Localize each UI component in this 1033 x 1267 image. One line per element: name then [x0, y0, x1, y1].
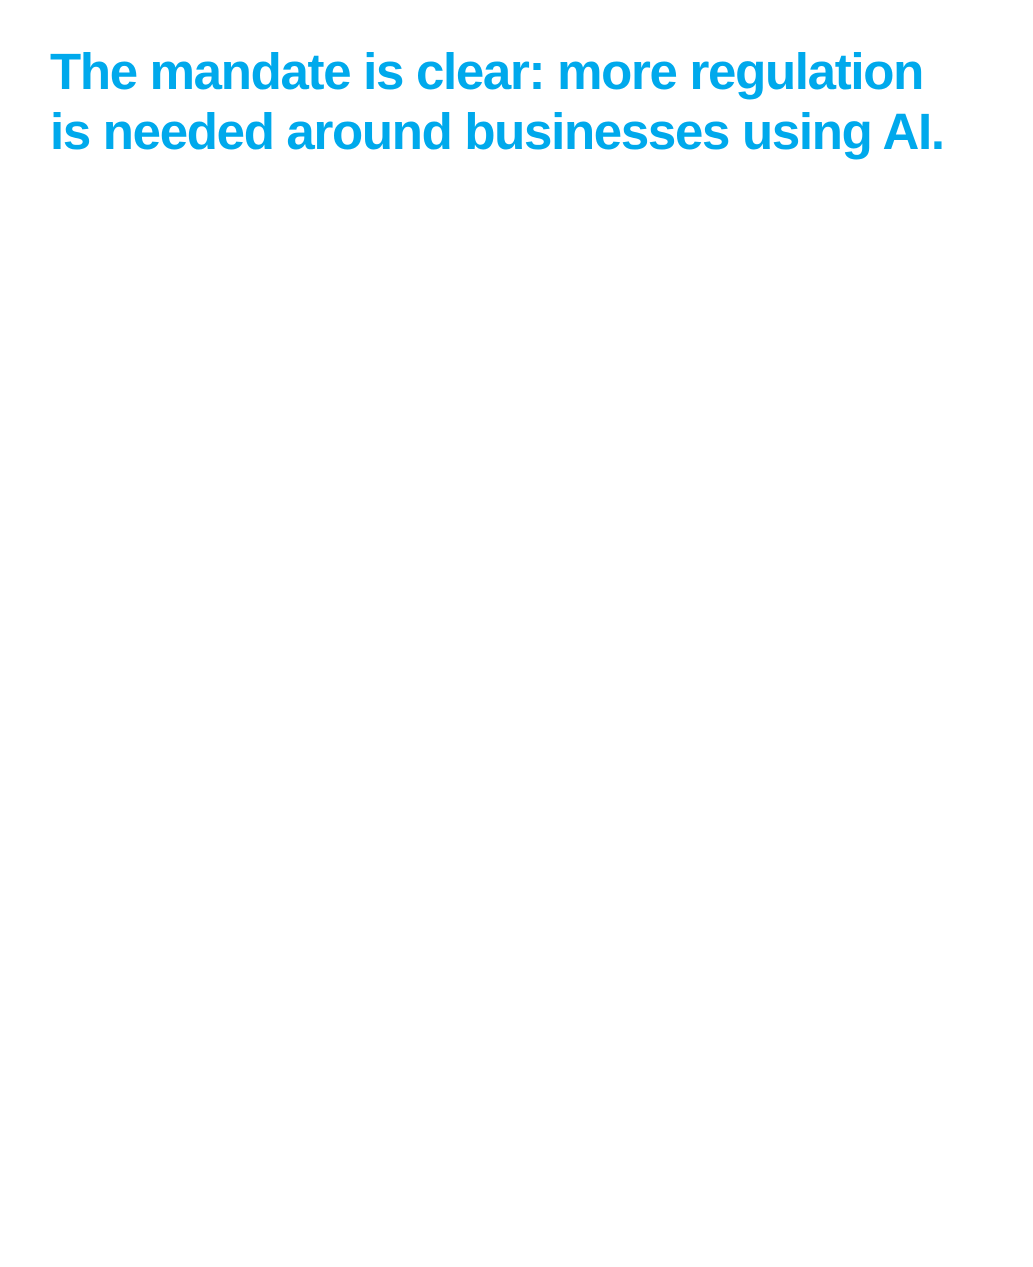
headline-line-1: The mandate is clear: more regulation — [50, 43, 923, 100]
headline — [50, 42, 1000, 162]
headline-line-2: is needed around businesses using AI. — [50, 103, 944, 160]
